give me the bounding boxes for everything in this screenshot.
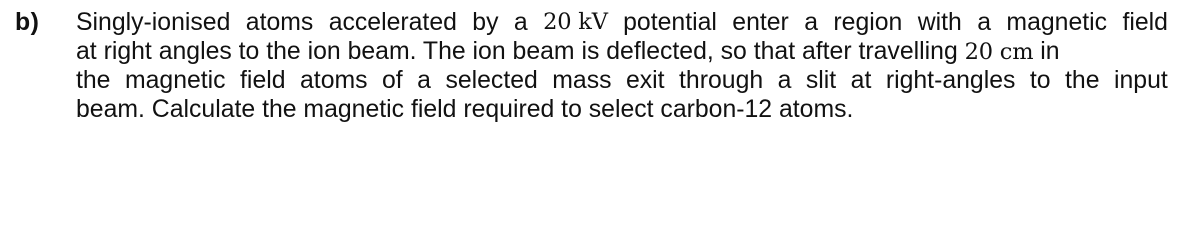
word: by: [472, 9, 499, 36]
line-text: beam. Calculate the magnetic field required to select carbon-12 atoms.: [76, 96, 854, 123]
word: to: [1029, 67, 1051, 94]
word: enter: [732, 9, 789, 36]
word: input: [1113, 67, 1168, 94]
word: at: [850, 67, 872, 94]
potential-value: 20 kV: [543, 9, 608, 35]
word: a: [977, 9, 992, 36]
word: atoms: [300, 67, 368, 94]
word: accelerated: [328, 9, 457, 36]
word: Singly-ionised: [76, 9, 231, 36]
line-text-end: in: [1033, 38, 1060, 65]
question-line-4: [76, 95, 1194, 124]
line-text: at right angles to the ion beam. The ion beam is deflected, so that after travelling: [76, 38, 965, 65]
word: mass: [552, 67, 612, 94]
word: of: [382, 67, 403, 94]
word: right-angles: [885, 67, 1016, 94]
word: magnetic: [1006, 9, 1108, 36]
distance-value: 20 cm: [964, 39, 1034, 65]
word: the: [1065, 67, 1100, 94]
question-text: [76, 8, 1194, 124]
question-line-2: [76, 37, 1194, 66]
word: with: [917, 9, 962, 36]
question-line-1: [76, 8, 1168, 37]
word: a: [417, 67, 431, 94]
word: region: [833, 9, 903, 36]
word: magnetic: [124, 67, 226, 94]
word: field: [1122, 9, 1168, 36]
question-label: b): [15, 9, 40, 36]
question-line-3: [76, 66, 1168, 95]
word: the: [76, 67, 111, 94]
word: slit: [805, 67, 837, 94]
word: through: [679, 67, 764, 94]
word: exit: [625, 67, 665, 94]
word: a: [777, 67, 792, 94]
word: potential: [623, 9, 717, 36]
word: a: [513, 9, 528, 36]
word: atoms: [245, 9, 314, 36]
word: a: [804, 9, 819, 36]
word: field: [240, 67, 286, 94]
word: selected: [445, 67, 538, 94]
